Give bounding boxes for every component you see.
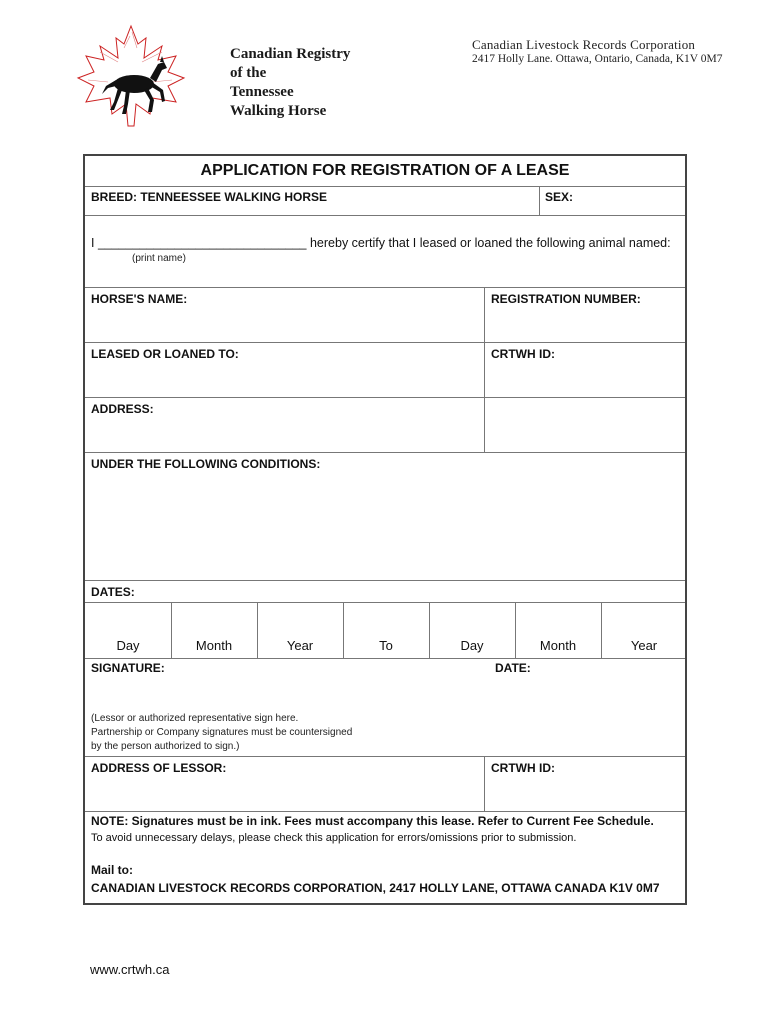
registry-line-1: Canadian Registry xyxy=(230,46,351,62)
address-of-lessor-field[interactable]: ADDRESS OF LESSOR: xyxy=(91,761,227,775)
divider xyxy=(539,186,540,215)
maple-leaf-horse-icon xyxy=(72,22,190,130)
corporation-info xyxy=(472,37,723,67)
date-day-to[interactable]: Day xyxy=(460,638,484,653)
form-title: APPLICATION FOR REGISTRATION OF A LEASE xyxy=(200,162,570,179)
date-field[interactable]: DATE: xyxy=(495,661,531,675)
registration-number-field[interactable]: REGISTRATION NUMBER: xyxy=(491,292,641,306)
registry-title xyxy=(230,45,350,121)
lease-application-form xyxy=(83,154,687,905)
divider xyxy=(85,452,685,453)
sex-field[interactable]: SEX: xyxy=(545,190,574,204)
registry-line-2: of the xyxy=(230,65,267,81)
mail-to-label: Mail to: xyxy=(91,863,133,877)
crtwh-id-field-2[interactable]: CRTWH ID: xyxy=(491,761,555,775)
note-text: To avoid unnecessary delays, please check this application for errors/omissions prior to submission. xyxy=(91,832,577,844)
divider xyxy=(85,602,685,603)
registry-line-4: Walking Horse xyxy=(230,103,327,119)
divider xyxy=(85,811,685,812)
lessor-note-1: (Lessor or authorized representative sign here. xyxy=(91,713,299,724)
horse-name-field[interactable]: HORSE'S NAME: xyxy=(91,292,188,306)
divider xyxy=(484,287,485,452)
divider xyxy=(85,186,685,187)
corporation-name: Canadian Livestock Records Corporation xyxy=(472,37,696,52)
date-year-to[interactable]: Year xyxy=(630,638,658,653)
conditions-field[interactable]: UNDER THE FOLLOWING CONDITIONS: xyxy=(91,457,321,471)
breed-label: BREED: TENNEESSEE WALKING HORSE xyxy=(91,190,328,204)
date-day-from[interactable]: Day xyxy=(116,638,140,653)
divider xyxy=(85,658,685,659)
address-field[interactable]: ADDRESS: xyxy=(91,402,154,416)
date-month-from[interactable]: Month xyxy=(195,638,233,653)
divider xyxy=(85,580,685,581)
divider xyxy=(484,756,485,811)
print-name-hint: (print name) xyxy=(132,253,186,264)
lessor-note-2: Partnership or Company signatures must be countersigned xyxy=(91,727,353,738)
registry-line-3: Tennessee xyxy=(230,84,294,100)
dates-label: DATES: xyxy=(91,585,135,599)
mail-to-address: CANADIAN LIVESTOCK RECORDS CORPORATION, 2417 HOLLY LANE, OTTAWA CANADA K1V 0M7 xyxy=(91,881,660,895)
divider xyxy=(85,397,685,398)
divider xyxy=(85,287,685,288)
divider xyxy=(85,342,685,343)
divider xyxy=(85,215,685,216)
lessor-note-3: by the person authorized to sign.) xyxy=(91,741,240,752)
certify-statement[interactable]: I ______________________________ hereby certify that I leased or loaned the following animal named: xyxy=(91,236,671,250)
leased-to-field[interactable]: LEASED OR LOANED TO: xyxy=(91,347,239,361)
divider xyxy=(85,756,685,757)
signature-field[interactable]: SIGNATURE: xyxy=(91,661,165,675)
corporation-address: 2417 Holly Lane. Ottawa, Ontario, Canada, K1V 0M7 xyxy=(472,53,723,65)
date-month-to[interactable]: Month xyxy=(539,638,577,653)
crtwh-id-field[interactable]: CRTWH ID: xyxy=(491,347,555,361)
date-to: To xyxy=(379,638,393,653)
note-bold: NOTE: Signatures must be in ink. Fees must accompany this lease. Refer to Current Fee Schedule. xyxy=(91,814,654,828)
date-year-from[interactable]: Year xyxy=(286,638,314,653)
website-link[interactable]: www.crtwh.ca xyxy=(90,962,170,977)
